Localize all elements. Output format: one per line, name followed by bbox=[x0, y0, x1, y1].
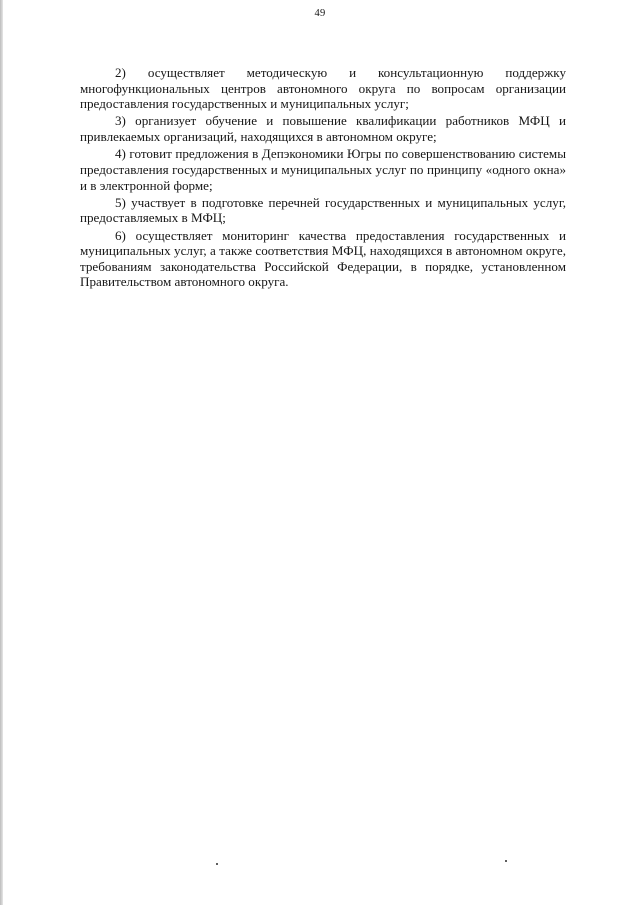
scan-edge-shadow bbox=[0, 0, 3, 905]
paragraph-item-5: 5) участвует в подготовке перечней государственных и муниципальных услуг, предоставляемых в МФЦ; bbox=[80, 194, 566, 226]
paragraph-item-4: 4) готовит предложения в Депэкономики Югры по совершенствованию системы предоставления государственных и муниципальных услуг по принципу «одного окна» и в электронной форме; bbox=[80, 146, 566, 193]
paragraph-item-2: 2) осуществляет методическую и консультационную поддержку многофункциональных центров автономного округа по вопросам организации предоставления государственных и муниципальных услуг; bbox=[80, 65, 566, 112]
scan-speck bbox=[505, 860, 507, 862]
page-number: 49 bbox=[314, 8, 326, 19]
document-body bbox=[80, 65, 566, 292]
scan-speck bbox=[216, 863, 218, 865]
paragraph-item-6: 6) осуществляет мониторинг качества предоставления государственных и муниципальных услуг, а также соответствия МФЦ, находящихся в автономном округе, требованиям законодательства Российской Федерации, в порядке, установленном Правительством автономного округа. bbox=[80, 227, 566, 290]
paragraph-item-3: 3) организует обучение и повышение квалификации работников МФЦ и привлекаемых организаций, находящихся в автономном округе; bbox=[80, 113, 566, 145]
